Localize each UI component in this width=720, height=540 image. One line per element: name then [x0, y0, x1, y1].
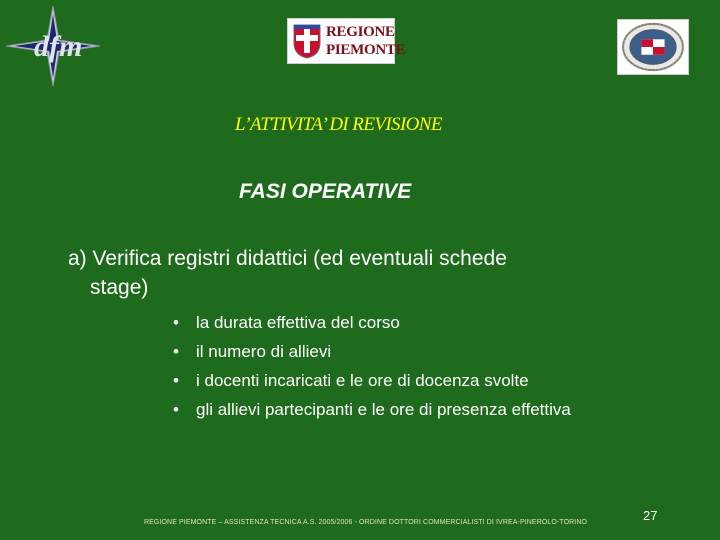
verification-paragraph: [68, 244, 648, 302]
header-title: L’ATTIVITA’ DI REVISIONE: [235, 114, 442, 135]
bullet-icon: •: [173, 342, 179, 361]
list-item-text: i docenti incaricati e le ore di docenza svolte: [196, 371, 529, 390]
list-item-text: la durata effettiva del corso: [196, 313, 400, 332]
bullet-icon: •: [173, 313, 179, 332]
regional-seal-logo: [617, 19, 689, 75]
regione-piemonte-logo: [287, 18, 406, 64]
svg-text:dfm: dfm: [34, 30, 83, 63]
list-item: [173, 366, 571, 395]
regione-logo-line1: REGIONE: [326, 24, 395, 40]
section-subtitle: FASI OPERATIVE: [239, 180, 412, 203]
list-item-text: il numero di allievi: [196, 342, 332, 361]
bullet-list: [173, 308, 571, 424]
bullet-icon: •: [173, 400, 179, 419]
list-item: [173, 337, 571, 366]
paragraph-line-1: a) Verifica registri didattici (ed eventuali schede: [68, 247, 507, 270]
dfm-logo: [4, 4, 102, 88]
list-item-text: gli allievi partecipanti e le ore di presenza effettiva: [196, 400, 571, 419]
regione-logo-line2: PIEMONTE: [326, 42, 406, 58]
page-number: 27: [643, 508, 658, 523]
bullet-icon: •: [173, 371, 179, 390]
dfm-logo-icon: [4, 4, 102, 88]
list-item: [173, 395, 571, 424]
paragraph-line-2: stage): [90, 276, 149, 299]
footer-text: REGIONE PIEMONTE – ASSISTENZA TECNICA A.S. 2005/2006 - ORDINE DOTTORI COMMERCIALISTI DI IVREA-PINEROLO-TORINO: [144, 519, 588, 526]
regional-seal-icon: [618, 20, 688, 74]
piemonte-shield-icon: [292, 23, 322, 59]
list-item: [173, 308, 571, 337]
